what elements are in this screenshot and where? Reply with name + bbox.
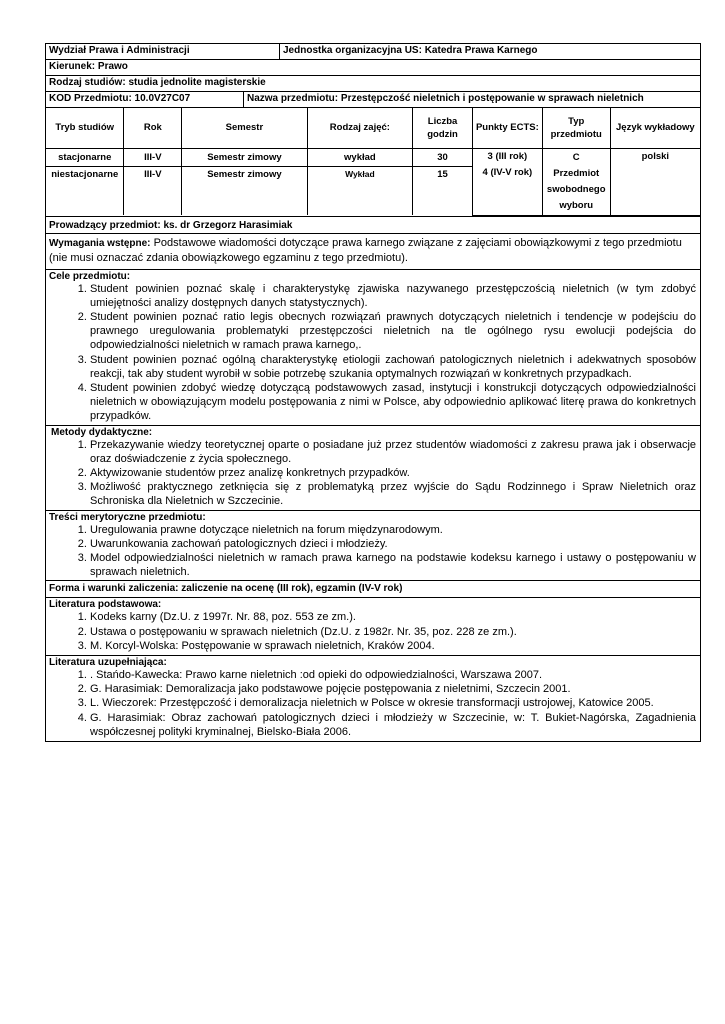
year-cell: III-V — [124, 148, 182, 167]
class-type-cell: wykład — [307, 148, 413, 167]
table-header-row — [46, 108, 700, 148]
list-item: 3. Możliwość praktycznego zetknięcia się z problematyką przez wyjście do Sądu Rodzinnego i Spraw Nieletnich oraz Schroniska dla Nieletnich w Szczecinie. — [90, 480, 696, 508]
literature-basic-list — [46, 610, 700, 653]
methods-list — [46, 438, 700, 509]
col-hours: Liczba godzin — [413, 108, 473, 148]
list-item: 2. Ustawa o postępowaniu w sprawach nieletnich (Dz.U. z 1982r. Nr. 35, poz. 228 ze zm.). — [90, 625, 696, 639]
course-syllabus — [45, 43, 701, 742]
list-item: 4. Student powinien zdobyć wiedzę dotyczącą podstawowych zasad, instytucji i konstrukcji dotyczących odpowiedzialności nieletnich w obowiązującym modelu postępowania z nimi w Polsce, aby odpowiednio aplikować literę prawa do konkretnych przypadków. — [90, 381, 696, 424]
course-type-code: C — [572, 151, 580, 163]
col-mode: Tryb studiów — [46, 108, 124, 148]
lecturer: Prowadzący przedmiot: ks. dr Grzegorz Harasimiak — [46, 217, 700, 234]
semester-cell: Semestr zimowy — [182, 148, 307, 167]
list-item: 3. L. Wieczorek: Przestępczość i demoralizacja nieletnich w Polsce w okresie transformacji ustrojowej, Katowice 2005. — [90, 696, 696, 710]
course-code: KOD Przedmiotu: 10.0V27C07 — [46, 92, 244, 107]
list-item: 2. Uwarunkowania zachowań patologicznych dzieci i młodzieży. — [90, 537, 696, 551]
mode-cell: stacjonarne — [46, 148, 124, 167]
list-item: 2. G. Harasimiak: Demoralizacja jako podstawowe pojęcie postępowania z nieletnimi, Szczecin 2001. — [90, 682, 696, 696]
content-title: Treści merytoryczne przedmiotu: — [49, 511, 206, 523]
organizational-unit: Jednostka organizacyjna US: Katedra Prawa Karnego — [283, 45, 538, 56]
literature-basic-title: Literatura podstawowa: — [49, 599, 162, 611]
hours-cell: 30 — [413, 148, 473, 167]
code-row — [46, 92, 700, 108]
semester-cell: Semestr zimowy — [182, 167, 307, 215]
list-item: 3. Student powinien poznać ogólną charakterystykę etiologii zachowań patologicznych nieletnich i adekwatnych sposobów reakcji, tak aby student wyrobił w sobie potrzebę szukania optymalnych rozwiązań w konkretnych przypadkach. — [90, 353, 696, 381]
goals-section — [46, 270, 700, 426]
list-item: 3. M. Korcyl-Wolska: Postępowanie w sprawach nieletnich, Kraków 2004. — [90, 639, 696, 653]
literature-extra-section — [46, 656, 700, 741]
language-cell: polski — [610, 148, 700, 215]
course-type-desc: Przedmiot swobodnego wyboru — [546, 167, 606, 211]
year-cell: III-V — [124, 167, 182, 215]
literature-extra-list — [46, 668, 700, 739]
methods-section — [46, 426, 700, 511]
course-details-table — [46, 108, 700, 216]
col-year: Rok — [124, 108, 182, 148]
faculty-row — [46, 44, 700, 60]
list-item: 1. Kodeks karny (Dz.U. z 1997r. Nr. 88, poz. 553 ze zm.). — [90, 610, 696, 624]
col-ects: Punkty ECTS: — [472, 108, 542, 148]
ects-cell — [472, 148, 542, 215]
course-name: Nazwa przedmiotu: Przestępczość nieletnich i postępowanie w sprawach nieletnich — [247, 93, 644, 104]
course-grid — [46, 108, 700, 217]
list-item: 2. Student powinien poznać ratio legis obecnych rozwiązań prawnych dotyczących nieletnich i tendencje w podejściu do prawnego uregulowania problematyki przestępczości nieletnich na tle ogólnego rysu ewolucji podejścia do odpowiedzialności nieletnich w ramach prawa karnego,. — [90, 310, 696, 353]
assessment: Forma i warunki zaliczenia: zaliczenie na ocenę (III rok), egzamin (IV-V rok) — [46, 581, 700, 598]
methods-title: Metody dydaktyczne: — [51, 426, 153, 438]
literature-extra-title: Literatura uzupełniająca: — [49, 656, 167, 668]
ects-line-1: 3 (III rok) — [487, 150, 528, 162]
ects-line-2: 4 (IV-V rok) — [482, 166, 533, 178]
prerequisites-label: Wymagania wstępne: — [49, 237, 151, 249]
class-type-cell: Wykład — [307, 167, 413, 215]
list-item: 1. . Stańdo-Kawecka: Prawo karne nieletnich :od opieki do odpowiedzialności, Warszawa 2007. — [90, 668, 696, 682]
mode-cell: niestacjonarne — [46, 167, 124, 215]
list-item: 2. Aktywizowanie studentów przez analizę konkretnych przypadków. — [90, 466, 696, 480]
list-item: 3. Model odpowiedzialności nieletnich w ramach prawa karnego na podstawie kodeksu karnego i ustawy o postępowaniu w sprawach nieletnich. — [90, 551, 696, 579]
col-class-type: Rodzaj zajęć: — [307, 108, 413, 148]
goals-title: Cele przedmiotu: — [49, 270, 131, 282]
col-language: Język wykładowy — [610, 108, 700, 148]
faculty: Wydział Prawa i Administracji — [46, 44, 280, 59]
content-list — [46, 523, 700, 580]
table-row — [46, 148, 700, 167]
list-item: 4. G. Harasimiak: Obraz zachowań patologicznych dzieci i młodzieży w Szczecinie, w: T. Bukiet-Nagórska, Zagadnienia współczesnej polityki kryminalnej, Bielsko-Biała 2006. — [90, 711, 696, 739]
prerequisites — [46, 234, 700, 270]
col-course-type: Typ przedmiotu — [542, 108, 610, 148]
field-of-study: Kierunek: Prawo — [46, 60, 700, 76]
content-section — [46, 511, 700, 582]
list-item: 1. Przekazywanie wiedzy teoretycznej oparte o posiadane już przez studentów wiadomości z zakresu prawa jak i obserwacje oraz doświadczenie z życia społecznego. — [90, 438, 696, 466]
study-type: Rodzaj studiów: studia jednolite magisterskie — [46, 76, 700, 92]
course-type-cell — [542, 148, 610, 215]
col-semester: Semestr — [182, 108, 307, 148]
list-item: 1. Uregulowania prawne dotyczące nieletnich na forum międzynarodowym. — [90, 523, 696, 537]
prerequisites-text: Podstawowe wiadomości dotyczące prawa karnego związane z zajęciami obowiązkowymi z tego przedmiotu (nie musi oznaczać zdania obowiązkowego egzaminu z tego przedmiotu). — [49, 236, 682, 264]
hours-cell: 15 — [413, 167, 473, 215]
list-item: 1. Student powinien poznać skalę i charakterystykę zjawiska nazywanego przestępczością nieletnich (w tym zdobyć umiejętności analizy dostępnych danych statystycznych). — [90, 282, 696, 310]
goals-list — [46, 282, 700, 424]
literature-basic-section — [46, 598, 700, 656]
